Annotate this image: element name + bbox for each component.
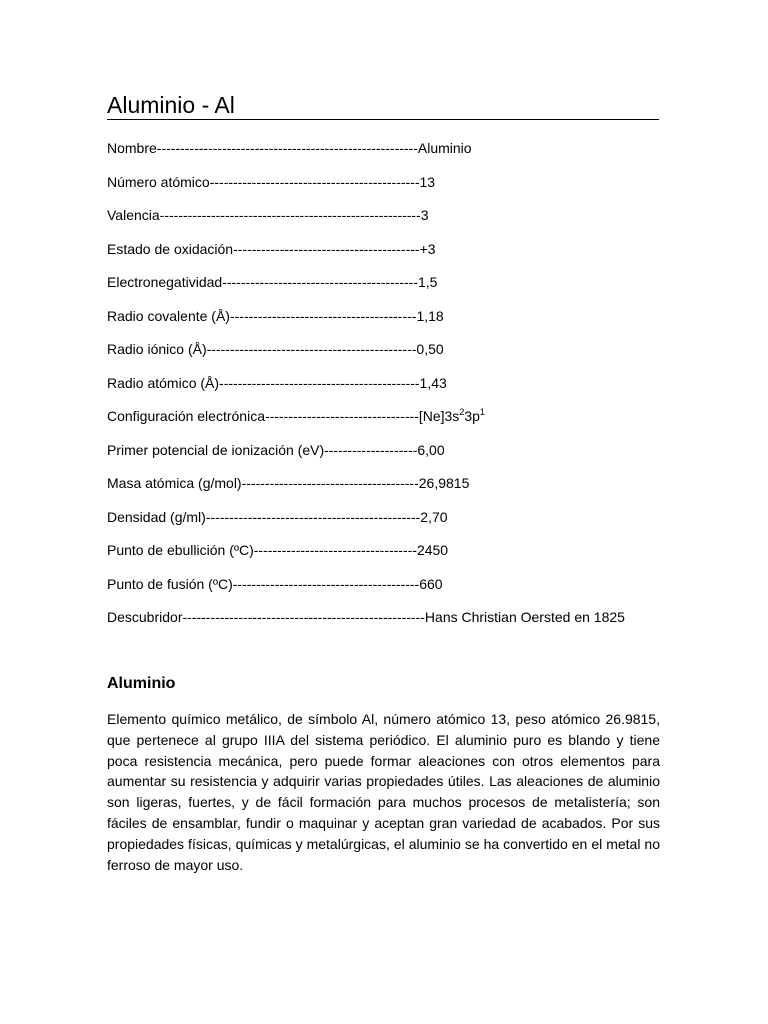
property-leader: --------------------------------------------- (206, 341, 417, 357)
property-value (419, 405, 485, 439)
property-label: Número atómico (107, 173, 210, 190)
property-label: Radio atómico (Å) (107, 374, 220, 391)
property-leader: ---------------------------------------- (229, 307, 417, 324)
property-value: 660 (419, 575, 443, 592)
property-label: Valencia (107, 207, 160, 223)
electron-config-orbital: 3p (464, 408, 480, 424)
property-leader: --------------------------------------------- (209, 173, 420, 190)
property-leader: ----------------------------------- (253, 542, 417, 558)
property-value: 3 (420, 207, 429, 223)
property-label: Estado de oxidación (107, 240, 234, 257)
electron-config-superscript: 2 (459, 407, 465, 417)
property-row-valencia (107, 204, 659, 238)
property-label: Primer potencial de ionización (eV) (107, 441, 325, 458)
property-row-estado-oxidacion (107, 238, 659, 272)
page-title: Aluminio - Al (107, 92, 235, 118)
property-row-masa-atomica (107, 472, 659, 506)
property-value: Aluminio (417, 140, 472, 156)
property-label: Radio covalente (Å) (107, 307, 230, 324)
property-label: Electronegatividad (107, 274, 223, 290)
property-row-electronegatividad (107, 271, 659, 305)
property-value: 1,5 (418, 274, 438, 290)
property-value: 0,50 (416, 341, 444, 357)
property-label: Masa atómica (g/mol) (107, 475, 242, 491)
property-value: 13 (419, 173, 436, 190)
property-leader: --------------------------------- (264, 408, 419, 424)
property-value: 2,70 (420, 508, 448, 525)
property-row-punto-fusion (107, 573, 659, 607)
property-leader: ------------------------------------------- (219, 374, 420, 391)
property-leader: -------------------------------------- (241, 475, 419, 491)
property-leader: ---------------------------------------- (232, 575, 420, 592)
property-value: 6,00 (417, 441, 445, 458)
property-label: Descubridor (107, 609, 183, 625)
property-row-radio-atomico (107, 372, 659, 406)
property-label: Punto de fusión (ºC) (107, 575, 233, 592)
property-leader: ---------------------------------------------------- (182, 609, 425, 625)
property-row-potencial-ionizacion (107, 439, 659, 473)
section-paragraph: Elemento químico metálico, de símbolo Al, número atómico 13, peso atómico 26.9815, que pertenece al grupo IIIA del sistema periódico. El aluminio puro es blando y tiene poca resistencia mecánica, pero puede formar aleaciones con otros elementos para aumentar su resistencia y adquirir varias propiedades útiles. Las aleaciones de aluminio son ligeras, fuertes, y de fácil formación para muchos procesos de metalistería; son fáciles de ensamblar, fundir o maquinar y aceptan gran variedad de acabados. Por sus propiedades físicas, químicas y metalúrgicas, el aluminio se ha convertido en el metal no ferroso de mayor uso. (107, 711, 660, 873)
property-label: Nombre (107, 140, 157, 156)
electron-config-superscript: 1 (479, 407, 485, 417)
property-value: 1,43 (419, 374, 447, 391)
property-leader: -------------------------------------------------------- (156, 140, 418, 156)
property-leader: -------------------------------------------------------- (159, 207, 421, 223)
property-row-descubridor (107, 606, 659, 640)
property-leader: -------------------- (324, 441, 418, 458)
property-row-punto-ebullicion (107, 539, 659, 573)
property-row-configuracion-electronica (107, 405, 659, 439)
property-row-radio-ionico (107, 338, 659, 372)
property-label: Densidad (g/ml) (107, 508, 206, 525)
property-label: Configuración electrónica (107, 408, 265, 424)
section-heading: Aluminio (107, 675, 176, 692)
property-value: +3 (419, 240, 436, 257)
title-underline (107, 92, 659, 120)
property-row-densidad (107, 506, 659, 540)
electron-config-base: [Ne]3s (418, 408, 460, 424)
property-value: Hans Christian Oersted en 1825 (424, 609, 625, 625)
property-leader: ---------------------------------------------- (205, 508, 421, 525)
property-value: 1,18 (416, 307, 444, 324)
property-list (107, 137, 659, 640)
property-leader: ---------------------------------------- (233, 240, 420, 257)
property-label: Radio iónico (Å) (107, 341, 207, 357)
property-value: 26,9815 (418, 475, 470, 491)
property-leader: ------------------------------------------ (222, 274, 418, 290)
property-row-numero-atomico (107, 171, 659, 205)
property-value: 2450 (416, 542, 449, 558)
property-row-nombre (107, 137, 659, 171)
property-label: Punto de ebullición (ºC) (107, 542, 254, 558)
property-row-radio-covalente (107, 305, 659, 339)
